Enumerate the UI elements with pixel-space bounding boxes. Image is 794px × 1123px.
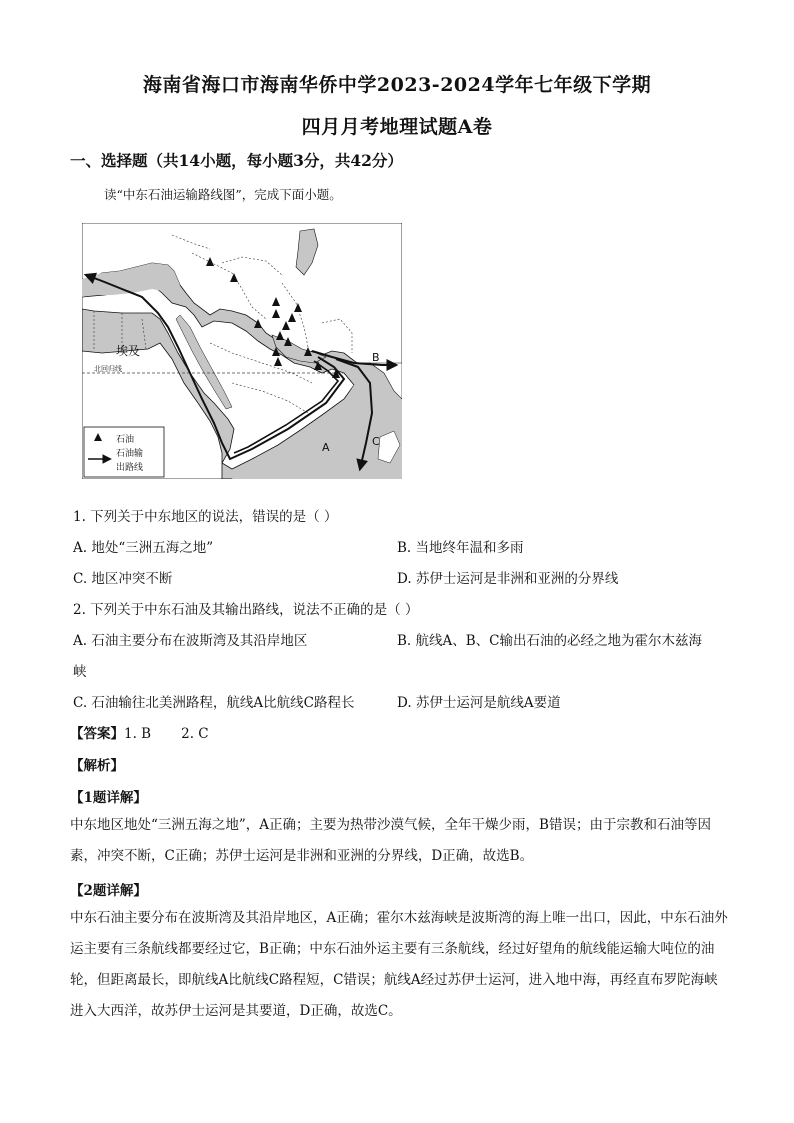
answer-label: 【答案】 xyxy=(70,726,124,742)
map-route-c-label: C xyxy=(372,435,380,448)
detail1-text: 中东地区地处“三洲五海之地”，A正确；主要为热带沙漠气候，全年干燥少雨，B错误；由于宗教和石油等因素，冲突不断，C正确；苏伊士运河是非洲和亚洲的分界线，D正确，故选B。 xyxy=(70,817,711,864)
legend-route-label-1: 石油输 xyxy=(116,449,144,459)
detail2-text: 中东石油主要分布在波斯湾及其沿岸地区，A正确；霍尔木兹海峡是波斯湾的海上唯一出口，因此，中东石油外运主要有三条航线都要经过它，B正确；中东石油外运主要有三条航线，经过好望角的航线能运输大吨位的油轮，但距离最长，即航线A比航线C路程短，C错误；航线A经过苏伊士运河，进入地中海，再经直布罗陀海峡进入大西洋，故苏伊士运河是其要道，D正确，故选C。 xyxy=(70,910,728,1019)
map-route-b-label: B xyxy=(372,351,380,364)
detail2-label: 【2题详解】 xyxy=(70,883,147,899)
document-title-line2: 四月月考地理试题A卷 xyxy=(301,116,493,138)
answer-row xyxy=(70,722,209,742)
legend-route-label-2: 出路线 xyxy=(116,463,144,473)
q2-option-d: D. 苏伊士运河是航线A要道 xyxy=(397,695,561,711)
legend-oil-label: 石油 xyxy=(116,435,135,445)
q1-option-c: C. 地区冲突不断 xyxy=(73,571,173,587)
q2-option-b: B. 航线A、B、C输出石油的必经之地为霍尔木兹海 xyxy=(397,633,703,649)
middle-east-oil-route-map xyxy=(82,223,402,479)
q1-stem: 1. 下列关于中东地区的说法，错误的是（ ） xyxy=(73,509,338,525)
q2-stem: 2. 下列关于中东石油及其输出路线，说法不正确的是（ ） xyxy=(73,602,419,618)
map-label-tropic: 北回归线 xyxy=(94,365,122,373)
q2-option-a: A. 石油主要分布在波斯湾及其沿岸地区 xyxy=(73,633,308,649)
detail1-label: 【1题详解】 xyxy=(70,790,147,806)
section-heading: 一、选择题（共14小题，每小题3分，共42分） xyxy=(70,151,403,170)
map-label-egypt: 埃及 xyxy=(116,344,141,358)
q1-option-d: D. 苏伊士运河是非洲和亚洲的分界线 xyxy=(397,571,619,587)
q2-option-b-continued: 峡 xyxy=(73,664,87,680)
q2-option-c: C. 石油输往北美洲路程，航线A比航线C路程长 xyxy=(73,695,355,711)
document-title-line1: 海南省海口市海南华侨中学2023-2024学年七年级下学期 xyxy=(142,74,652,96)
analysis-label: 【解析】 xyxy=(70,758,124,774)
map-route-a-label: A xyxy=(322,441,330,454)
q1-option-b: B. 当地终年温和多雨 xyxy=(397,540,524,556)
q1-option-a: A. 地处“三洲五海之地” xyxy=(73,540,214,556)
map-intro-text: 读“中东石油运输路线图”，完成下面小题。 xyxy=(104,187,342,202)
answer-values: 1. B 2. C xyxy=(124,726,209,742)
